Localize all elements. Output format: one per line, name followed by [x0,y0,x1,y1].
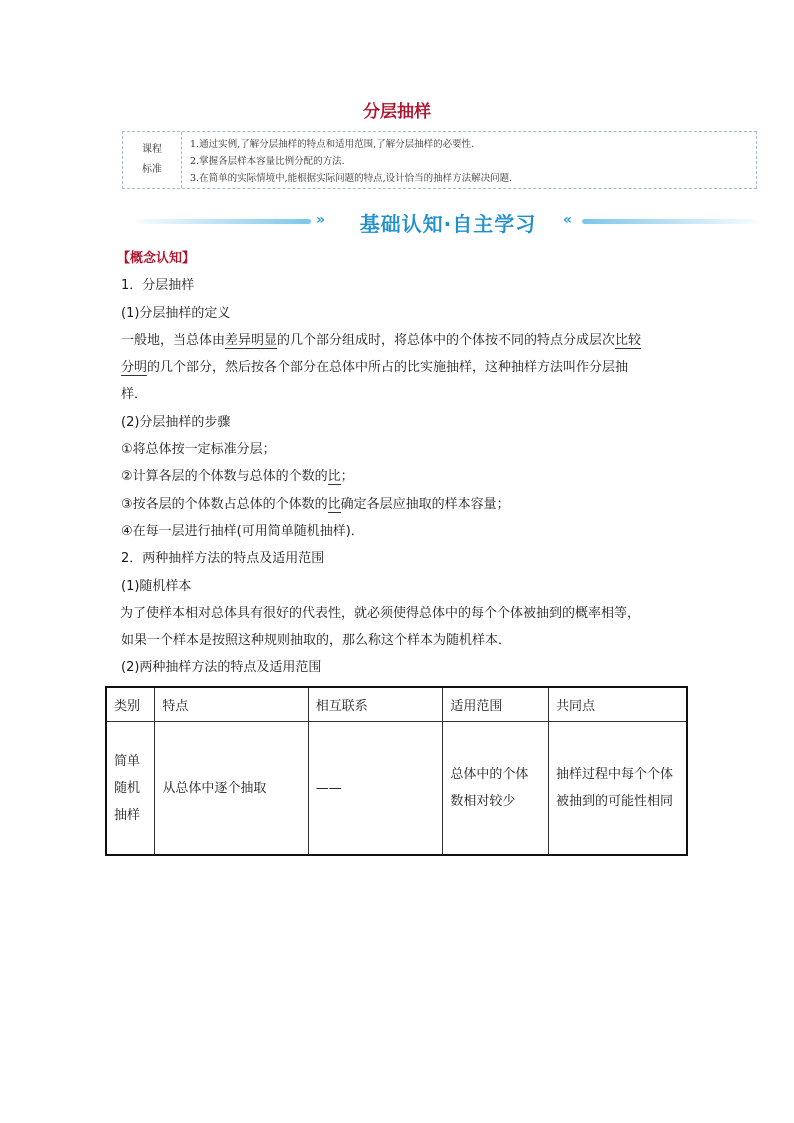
underlined-term: 比 [327,496,341,512]
subsection-heading: (2)分层抽样的步骤 [121,414,231,430]
standards-list [182,132,512,188]
concept-heading: 【概念认知】 [117,251,196,266]
subsection-heading: (2)两种抽样方法的特点及适用范围 [121,660,322,676]
step-item: ①将总体按一定标准分层； [121,442,276,458]
underlined-term: 比 [327,469,341,485]
text-span: 确定各层应抽取的样本容量； [340,496,510,512]
table-cell-feature: 从总体中逐个抽取 [155,722,308,856]
table-header-row [106,687,687,722]
table-cell-common: 抽样过程中每个个体被抽到的可能性相同 [548,722,687,856]
paragraph-line: 样． [121,387,148,403]
step-item: ④在每一层进行抽样(可用简单随机抽样)． [121,523,364,539]
text-span: ②计算各层的个体数与总体的个数的 [121,469,328,485]
table-cell-category: 简单随机抽样 [106,722,155,856]
table-header-cell: 适用范围 [443,687,549,722]
standards-item: 2.掌握各层样本容量比例分配的方法. [190,156,345,167]
text-span: 一般地，当总体由 [121,332,226,348]
section-banner [122,208,757,234]
table-header-cell: 特点 [155,687,308,722]
paragraph-line: 为了使样本相对总体具有很好的代表性，就必须使得总体中的每个个体被抽到的概率相等， [120,605,641,621]
paragraph-line [121,327,691,354]
table-header-cell: 类别 [106,687,155,722]
standards-label-line1: 课程 [142,144,162,155]
subsection-heading: (1)分层抽样的定义 [121,305,231,321]
table-header-cell: 共同点 [548,687,687,722]
standards-item: 1.通过实例,了解分层抽样的特点和适用范围,了解分层抽样的必要性. [190,139,475,150]
paragraph-line [121,354,691,381]
standards-label-line2: 标准 [142,164,162,175]
table-row [106,722,687,856]
subsection-heading: (1)随机样本 [121,578,192,594]
step-item [121,463,691,490]
underlined-term: 差异明显 [225,332,278,348]
double-chevron-left-icon: « [563,212,573,228]
text-span: 的几个部分组成时，将总体中的个体按不同的特点分成层次 [277,332,616,348]
course-standards-label [123,132,182,188]
course-standards-box [122,131,757,189]
text-span: ； [340,469,354,485]
double-chevron-right-icon: » [316,212,326,228]
banner-line-left [136,219,311,224]
standards-item: 3.在简单的实际情境中,能根据实际问题的特点,设计恰当的抽样方法解决问题. [190,173,513,184]
underlined-term: 比较 [615,332,642,348]
text-span: 的几个部分，然后按各个部分在总体中所占的比实施抽样，这种抽样方法叫作分层抽 [147,360,629,376]
table-cell-scope: 总体中的个体数相对较少 [443,722,549,856]
banner-line-right [582,219,757,224]
sampling-comparison-table [105,686,688,856]
section-heading: 1．分层抽样 [121,278,195,294]
table-header-cell: 相互联系 [308,687,443,722]
paragraph-line: 如果一个样本是按照这种规则抽取的，那么称这个样本为随机样本． [121,633,512,649]
text-span: ③按各层的个体数占总体的个体数的 [121,496,328,512]
table-cell-relation: —— [308,722,443,856]
section-heading: 2．两种抽样方法的特点及适用范围 [121,551,325,567]
underlined-term: 分明 [121,360,148,376]
document-body [117,245,691,682]
page-title: 分层抽样 [363,102,431,122]
banner-title: 基础认知·自主学习 [359,212,537,236]
step-item [121,491,691,518]
